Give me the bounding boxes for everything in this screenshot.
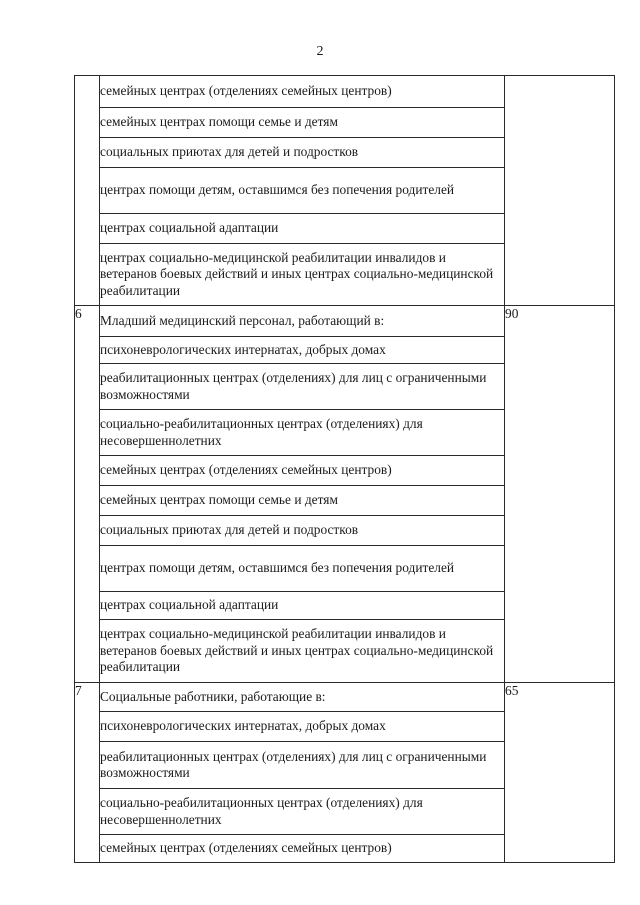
row-number-cell: 6 (75, 306, 100, 683)
row-text-cell: семейных центрах помощи семье и детям (100, 108, 505, 138)
row-text-cell: психоневрологических интернатах, добрых домах (100, 712, 505, 742)
row-value-cell: 65 (505, 683, 615, 863)
row-text-cell: социальных приютах для детей и подростков (100, 516, 505, 546)
table-row (75, 76, 615, 108)
row-text-cell: центрах помощи детям, оставшимся без попечения родителей (100, 546, 505, 592)
table-row (75, 306, 615, 337)
row-text-cell: центрах помощи детям, оставшимся без попечения родителей (100, 168, 505, 214)
row-text-cell: семейных центрах помощи семье и детям (100, 486, 505, 516)
row-text-cell: центрах социальной адаптации (100, 214, 505, 244)
row-text-cell: центрах социально-медицинской реабилитации инвалидов и ветеранов боевых действий и иных центрах социально-медицинской реабилитации (100, 620, 505, 683)
row-text-cell: социально-реабилитационных центрах (отделениях) для несовершеннолетних (100, 789, 505, 835)
row-text-cell: социальных приютах для детей и подростков (100, 138, 505, 168)
row-text-cell: психоневрологических интернатах, добрых домах (100, 337, 505, 364)
row-text-cell: социально-реабилитационных центрах (отделениях) для несовершеннолетних (100, 410, 505, 456)
row-number-cell: 7 (75, 683, 100, 863)
row-value-cell (505, 76, 615, 306)
row-text-cell: Социальные работники, работающие в: (100, 683, 505, 712)
row-text-cell: Младший медицинский персонал, работающий в: (100, 306, 505, 337)
row-text-cell: семейных центрах (отделениях семейных центров) (100, 835, 505, 863)
row-text-cell: реабилитационных центрах (отделениях) для лиц с ограниченными возможностями (100, 742, 505, 789)
row-text-cell: семейных центрах (отделениях семейных центров) (100, 76, 505, 108)
row-text-cell: центрах социально-медицинской реабилитации инвалидов и ветеранов боевых действий и иных центрах социально-медицинской реабилитации (100, 244, 505, 306)
row-text-cell: центрах социальной адаптации (100, 592, 505, 620)
page-number: 2 (316, 44, 324, 59)
row-text-cell: реабилитационных центрах (отделениях) для лиц с ограниченными возможностями (100, 364, 505, 410)
row-value-cell: 90 (505, 306, 615, 683)
table-row (75, 683, 615, 712)
staff-table (74, 75, 615, 863)
row-number-cell (75, 76, 100, 306)
row-text-cell: семейных центрах (отделениях семейных центров) (100, 456, 505, 486)
